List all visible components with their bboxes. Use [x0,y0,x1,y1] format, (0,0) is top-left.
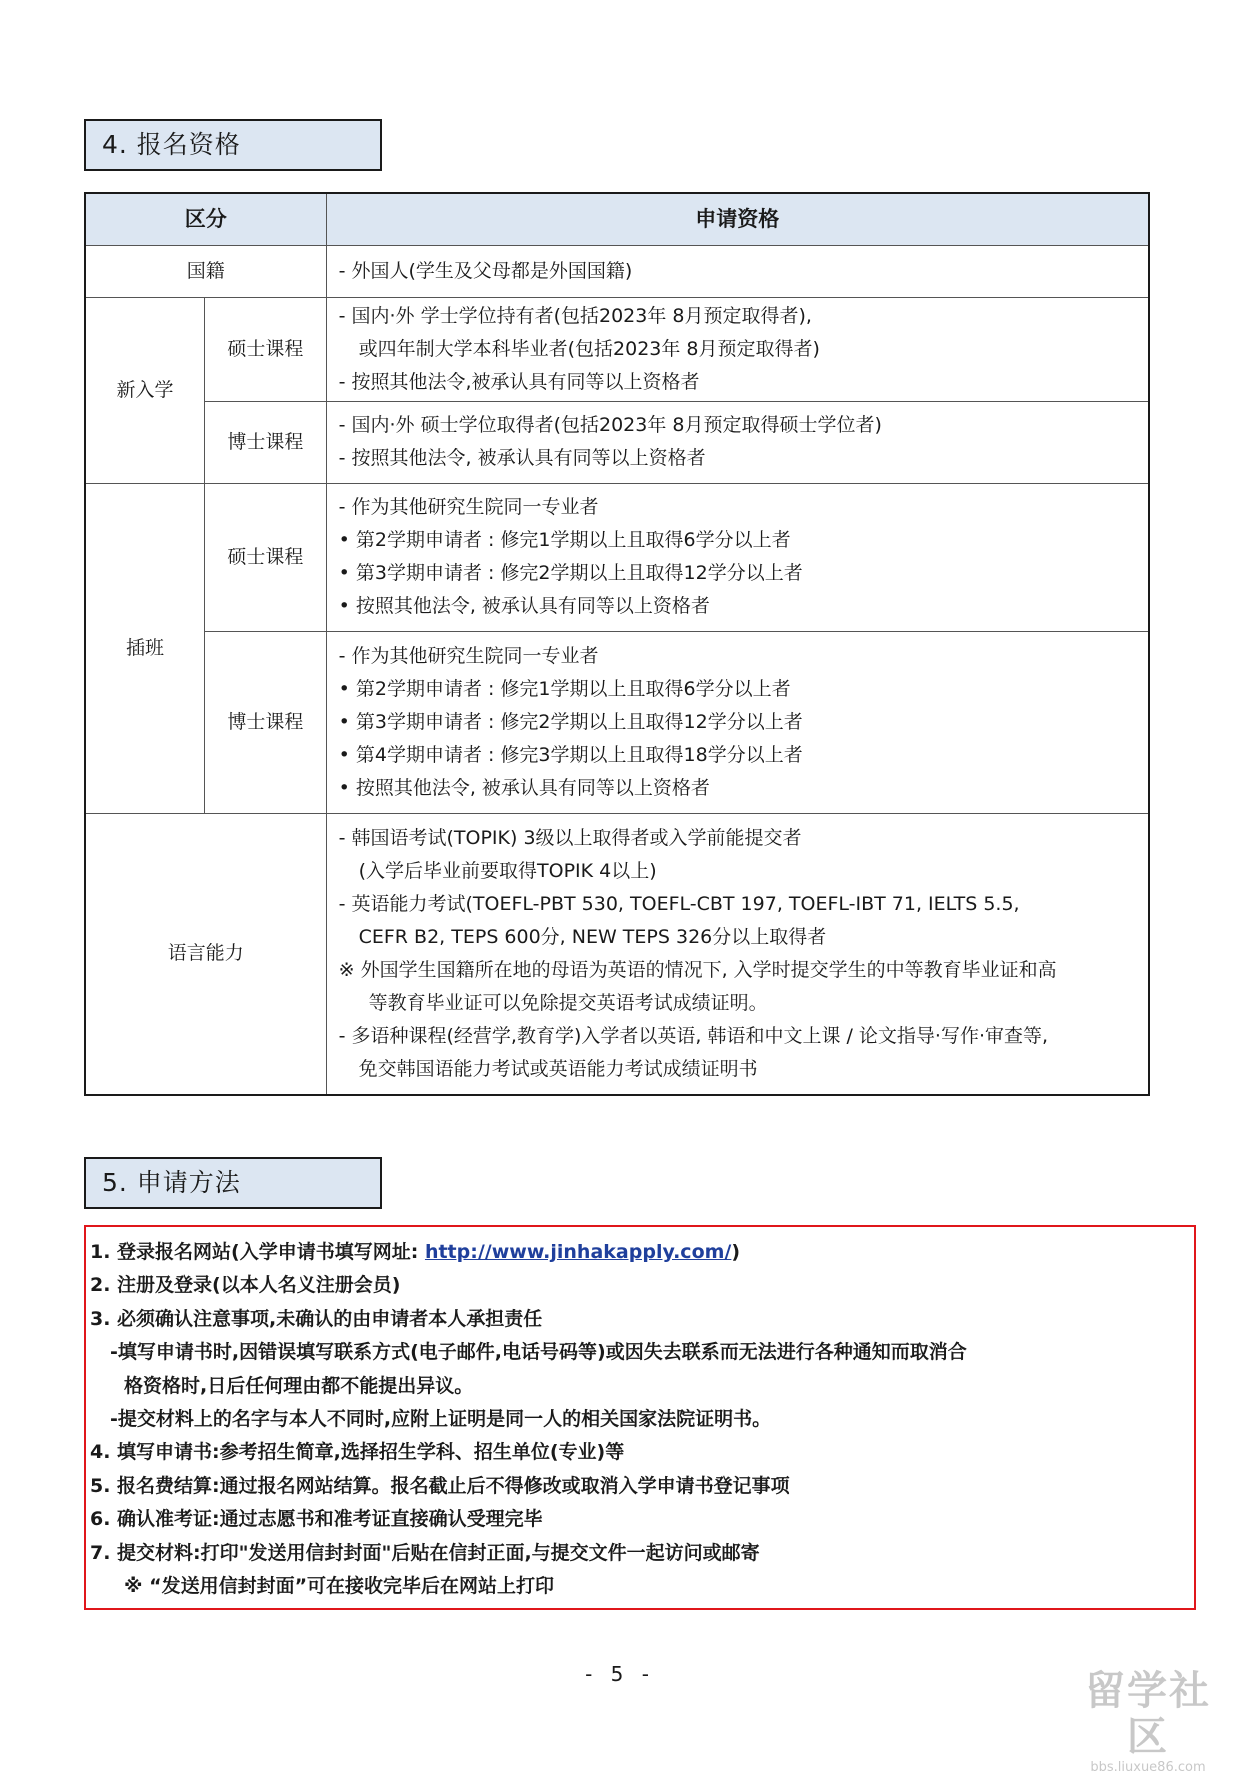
method-step-3-sub: -填写申请书时,因错误填写联系方式(电子邮件,电话号码等)或因失去联系而无法进行各种通知而取消合 [110,1341,967,1364]
language-line: (入学后毕业前要取得TOPIK 4以上) [358,859,657,882]
language-content [326,813,1149,1095]
method-step-7: 7. 提交材料:打印"发送用信封封面"后贴在信封正面,与提交文件一起访问或邮寄 [90,1541,760,1564]
transfer-master-label: 硕士课程 [205,483,327,631]
language-line: - 英语能力考试(TOEFL-PBT 530, TOEFL-CBT 197, TOEFL-IBT 71, IELTS 5.5, [338,892,1020,915]
transfer-master-content [326,483,1149,631]
transfer-master-line: - 作为其他研究生院同一专业者 [338,496,599,518]
new-doctor-line: - 按照其他法令, 被承认具有同等以上资格者 [338,447,706,469]
row-language [85,813,1149,1095]
section-4-title: 4. 报名资格 [84,119,382,171]
step1-text: 1. 登录报名网站(入学申请书填写网址: [90,1241,425,1263]
row-new-doctor [85,401,1149,483]
transfer-master-line: • 按照其他法令, 被承认具有同等以上资格者 [338,595,710,617]
watermark-sub-text: bbs.liuxue86.com [1090,1760,1206,1775]
method-step-4: 4. 填写申请书:参考招生简章,选择招生学科、招生单位(专业)等 [90,1441,625,1464]
new-master-line: - 按照其他法令,被承认具有同等以上资格者 [338,370,700,393]
transfer-doctor-line: • 按照其他法令, 被承认具有同等以上资格者 [338,776,710,799]
table-header-row [85,193,1149,245]
transfer-doctor-content [326,631,1149,813]
nationality-line: - 外国人(学生及父母都是外国国籍) [338,259,633,282]
language-line: 等教育毕业证可以免除提交英语考试成绩证明。 [368,991,768,1014]
new-master-content [326,297,1149,401]
transfer-doctor-label: 博士课程 [205,631,327,813]
method-step-3: 3. 必须确认注意事项,未确认的由申请者本人承担责任 [90,1307,543,1330]
transfer-master-line: • 第2学期申请者 : 修完1学期以上且取得6学分以上者 [338,529,791,551]
application-method-box [84,1225,1196,1610]
language-line: - 韩国语考试(TOPIK) 3级以上取得者或入学前能提交者 [338,826,802,849]
row-nationality [85,245,1149,297]
method-step-7-note: ※ “发送用信封封面”可在接收完毕后在网站上打印 [124,1575,555,1598]
language-line: ※ 外国学生国籍所在地的母语为英语的情况下, 入学时提交学生的中等教育毕业证和高 [338,958,1057,981]
page-number: - 5 - [585,1662,655,1686]
method-step-2: 2. 注册及登录(以本人名义注册会员) [90,1274,401,1297]
method-step-3-sub: -提交材料上的名字与本人不同时,应附上证明是同一人的相关国家法院证明书。 [110,1408,772,1431]
apply-website-link[interactable]: http://www.jinhakapply.com/ [424,1241,732,1263]
nationality-content [326,245,1149,297]
transfer-label: 插班 [85,483,205,813]
method-step-6: 6. 确认准考证:通过志愿书和准考证直接确认受理完毕 [90,1508,543,1531]
new-master-label: 硕士课程 [205,297,327,401]
new-doctor-line: - 国内·外 硕士学位取得者(包括2023年 8月预定取得硕士学位者) [338,414,882,436]
language-line: - 多语种课程(经营学,教育学)入学者以英语, 韩语和中文上课 / 论文指导·写作·审查等, [338,1024,1049,1047]
new-admission-label: 新入学 [85,297,205,483]
step1-suffix: ) [731,1241,741,1263]
transfer-doctor-line: • 第2学期申请者 : 修完1学期以上且取得6学分以上者 [338,677,791,700]
transfer-doctor-line: • 第3学期申请者 : 修完2学期以上且取得12学分以上者 [338,710,803,733]
row-transfer-doctor [85,631,1149,813]
new-doctor-label: 博士课程 [205,401,327,483]
method-step-5: 5. 报名费结算:通过报名网站结算。报名截止后不得修改或取消入学申请书登记事项 [90,1474,790,1497]
new-master-line: 或四年制大学本科毕业者(包括2023年 8月预定取得者) [358,337,820,360]
new-master-line: - 国内·外 学士学位持有者(包括2023年 8月预定取得者), [338,304,812,327]
method-step-3-sub-cont: 格资格时,日后任何理由都不能提出异议。 [124,1374,474,1397]
transfer-doctor-line: • 第4学期申请者 : 修完3学期以上且取得18学分以上者 [338,743,803,766]
row-new-master [85,297,1149,401]
header-qualification: 申请资格 [326,193,1149,245]
nationality-label: 国籍 [85,245,326,297]
language-label: 语言能力 [85,813,326,1095]
method-step-1 [90,1236,1194,1269]
row-transfer-master [85,483,1149,631]
language-line: 免交韩国语能力考试或英语能力考试成绩证明书 [358,1057,758,1080]
qualification-table [84,192,1150,1096]
language-line: CEFR B2, TEPS 600分, NEW TEPS 326分以上取得者 [358,925,827,948]
header-category: 区分 [85,193,326,245]
new-doctor-content [326,401,1149,483]
transfer-doctor-line: - 作为其他研究生院同一专业者 [338,644,599,667]
section-5-title: 5. 申请方法 [84,1157,382,1209]
watermark-logo [1068,1668,1228,1775]
watermark-main-text: 留学社区 [1085,1668,1211,1760]
transfer-master-line: • 第3学期申请者 : 修完2学期以上且取得12学分以上者 [338,562,803,584]
